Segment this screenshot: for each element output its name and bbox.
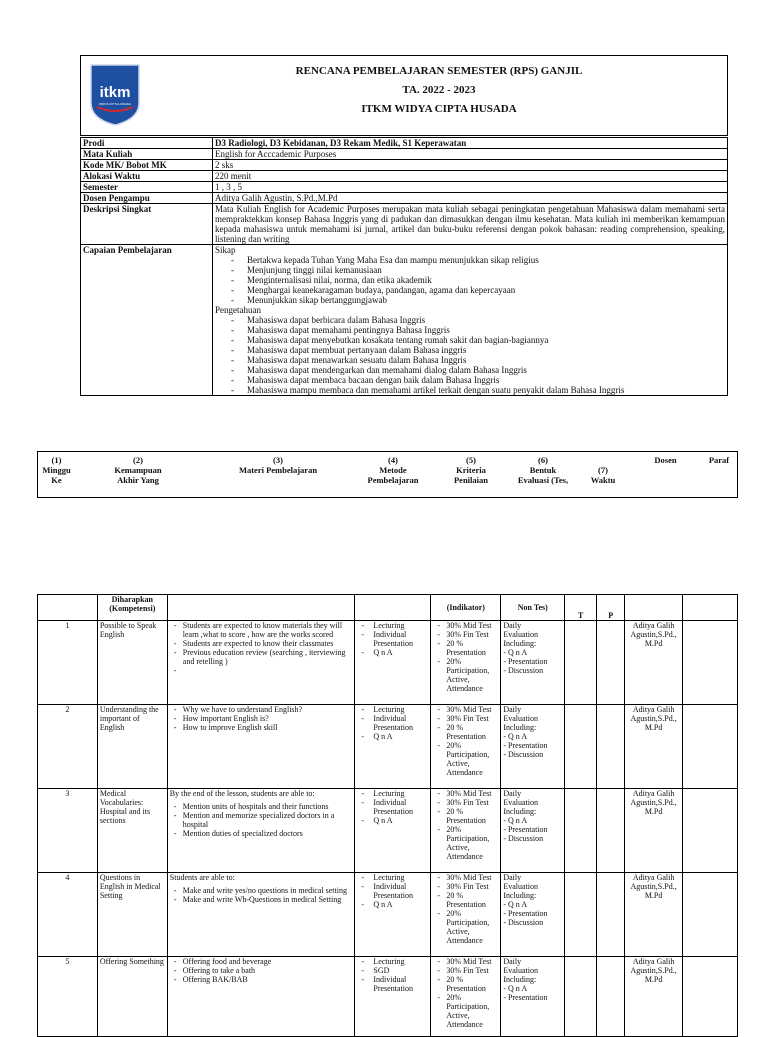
row-no: 5	[38, 957, 98, 1037]
evaluasi-line: Evaluation	[503, 966, 538, 975]
metode-item: - Q n A	[361, 648, 428, 657]
pengetahuan-item: - Mahasiswa dapat berbicara dalam Bahasa Inggris	[231, 315, 725, 325]
pengetahuan-item: - Mahasiswa dapat mendengarkan dan memahami dialog dalam Bahasa Inggris	[231, 365, 725, 375]
evaluasi-line: - Discussion	[503, 918, 544, 927]
pengetahuan-item: - Mahasiswa dapat menyebutkan kosakata tentang rumah sakit dan bagian-bagiannya	[231, 335, 725, 345]
row-dosen: Aditya Galih Agustin,S.Pd., M.Pd	[625, 789, 683, 873]
evaluasi-line: - Q n A	[503, 648, 528, 657]
value-alokasi: 220 menit	[213, 171, 728, 182]
value-kode: 2 sks	[213, 160, 728, 171]
kriteria-item: - 20% Participation, Active, Attendance	[437, 657, 498, 693]
header-dosen: Dosen	[654, 455, 677, 465]
value-mk: English for Acccademic Purposes	[213, 149, 728, 160]
row-kemampuan: Understanding the important of English	[97, 705, 167, 789]
evaluasi-line: - Presentation	[503, 909, 548, 918]
materi-item: - Make and write yes/no questions in medical setting	[174, 886, 353, 895]
row-kriteria	[431, 789, 501, 873]
materi-item: - Previous education review (searching , iterviewing and retelling )	[174, 648, 353, 666]
materi-item: - How to improve English skill	[174, 723, 353, 732]
row-dosen: Aditya Galih Agustin,S.Pd., M.Pd	[625, 873, 683, 957]
row-kriteria	[431, 705, 501, 789]
metode-item: - Individual Presentation	[361, 798, 428, 816]
table-row	[38, 957, 738, 1037]
row-metode	[355, 705, 431, 789]
header-materi: (3) Materi Pembelajaran	[238, 455, 318, 475]
schedule-table	[37, 594, 738, 1037]
row-evaluasi	[501, 789, 565, 873]
table-row	[38, 705, 738, 789]
evaluasi-line: - Discussion	[503, 750, 544, 759]
metode-item: - Individual Presentation	[361, 882, 428, 900]
evaluasi-line: - Q n A	[503, 732, 528, 741]
row-metode	[355, 957, 431, 1037]
table-header-row	[38, 595, 738, 621]
row-materi	[167, 705, 355, 789]
sikap-list	[215, 255, 725, 305]
row-kemampuan: Medical Vocabularies: Hospital and its sections	[97, 789, 167, 873]
kriteria-item: - 30% Fin Test	[437, 714, 498, 723]
evaluasi-line: - Presentation	[503, 657, 548, 666]
evaluasi-line: - Discussion	[503, 666, 544, 675]
evaluasi-line: Daily	[503, 957, 522, 966]
row-kemampuan: Possible to Speak English	[97, 621, 167, 705]
label-semester: Semester	[81, 182, 213, 193]
evaluasi-line: Evaluation	[503, 798, 538, 807]
evaluasi-line: - Q n A	[503, 816, 528, 825]
table-row	[38, 621, 738, 705]
evaluasi-line: - Presentation	[503, 741, 548, 750]
metode-item: - Lecturing	[361, 621, 428, 630]
row-metode	[355, 873, 431, 957]
pengetahuan-item: - Mahasiswa dapat membaca bacaan dengan baik dalam Bahasa Inggris	[231, 375, 725, 385]
evaluasi-line: Including:	[503, 807, 537, 816]
kriteria-item: - 20% Participation, Active, Attendance	[437, 909, 498, 945]
kriteria-item: - 20% Participation, Active, Attendance	[437, 741, 498, 777]
row-no: 3	[38, 789, 98, 873]
header-kriteria: (5) Kriteria Penilaian	[453, 455, 488, 485]
metode-item: - SGD	[361, 966, 428, 975]
kriteria-item: - 30% Fin Test	[437, 882, 498, 891]
metode-item: - Lecturing	[361, 789, 428, 798]
pengetahuan-list	[215, 315, 725, 395]
title-line-3: ITKM WIDYA CIPTA HUSADA	[361, 103, 517, 115]
kriteria-item: - 30% Fin Test	[437, 798, 498, 807]
sikap-item: - Menghargai keanekaragaman budaya, pandangan, agama dan kepercayaan	[231, 285, 725, 295]
info-row-semester	[81, 182, 728, 193]
materi-item: - Offering to take a bath	[174, 966, 353, 975]
row-dosen: Aditya Galih Agustin,S.Pd., M.Pd	[625, 705, 683, 789]
row-dosen: Aditya Galih Agustin,S.Pd., M.Pd	[625, 621, 683, 705]
evaluasi-line: Daily	[503, 789, 522, 798]
header-metode: (4) Metode Pembelajaran	[367, 455, 419, 485]
sikap-title: Sikap	[215, 245, 236, 255]
label-kode: Kode MK/ Bobot MK	[81, 160, 213, 171]
kriteria-item: - 20 % Presentation	[437, 723, 498, 741]
label-capaian: Capaian Pembelajaran	[81, 245, 213, 396]
value-deskripsi: Mata Kuliah English for Academic Purposes merupakan mata kuliah sebagai peningkatan pengetahuan Mahasiswa dalam memahami serta mempraktekkan konsep Bahasa Inggris yang di padukan dan dimasukkan dengan ilmu kesehatan. Mata kuliah ini memberikan kemampuan kepada mahasiswa untuk memahami isi jurnal, artikel dan buku-buku referensi dengan pokok bahasan: reading comprehension, speaking, listening dan writing	[213, 204, 728, 245]
sikap-item: - Menginternalisasi nilai, norma, dan etika akademik	[231, 275, 725, 285]
metode-item: - Individual Presentation	[361, 714, 428, 732]
materi-intro: Students are able to:	[169, 873, 235, 882]
evaluasi-line: - Discussion	[503, 834, 544, 843]
header-kemampuan: (2) Kemampuan Akhir Yang	[114, 455, 162, 485]
kriteria-item: - 20 % Presentation	[437, 807, 498, 825]
header-nontes: Non Tes)	[501, 595, 565, 621]
value-prodi: D3 Radiologi, D3 Kebidanan, D3 Rekam Medik, S1 Keperawatan	[213, 138, 728, 149]
evaluasi-line: - Q n A	[503, 984, 528, 993]
row-materi	[167, 957, 355, 1037]
row-evaluasi	[501, 705, 565, 789]
evaluasi-line: Daily	[503, 873, 522, 882]
header-kemampuan-cont: Diharapkan (Kompetensi)	[97, 595, 167, 621]
info-row-dosen	[81, 193, 728, 204]
evaluasi-line: - Q n A	[503, 900, 528, 909]
logo-text: itkm	[99, 84, 131, 101]
label-alokasi: Alokasi Waktu	[81, 171, 213, 182]
pengetahuan-item: - Mahasiswa dapat membuat pertanyaan dalam Bahasa inggris	[231, 345, 725, 355]
logo-subtext: WIDYA CIPTA HUSADA	[98, 102, 132, 106]
materi-item: - Offering food and beverage	[174, 957, 353, 966]
info-row-mk	[81, 149, 728, 160]
evaluasi-line: Including:	[503, 723, 537, 732]
materi-item: - Mention units of hospitals and their functions	[174, 802, 353, 811]
sikap-item: - Menunjukkan sikap bertanggungjawab	[231, 295, 725, 305]
row-kriteria	[431, 621, 501, 705]
metode-item: - Lecturing	[361, 957, 428, 966]
evaluasi-line: - Presentation	[503, 993, 548, 1002]
row-evaluasi	[501, 873, 565, 957]
pengetahuan-title: Pengetahuan	[215, 305, 261, 315]
header-evaluasi: (6) Bentuk Evaluasi (Tes,	[517, 455, 569, 485]
kriteria-item: - 30% Mid Test	[437, 957, 498, 966]
pengetahuan-item: - Mahasiswa mampu membaca dan memahami artikel terkait dengan suatu penyakit dalam Bahasa Inggris	[231, 385, 725, 395]
header-t: T	[565, 595, 597, 621]
info-row-capaian	[81, 245, 728, 396]
metode-item: - Lecturing	[361, 705, 428, 714]
evaluasi-line: Evaluation	[503, 714, 538, 723]
course-info-table	[80, 137, 728, 396]
label-mk: Mata Kuliah	[81, 149, 213, 160]
metode-item: - Q n A	[361, 816, 428, 825]
kriteria-item: - 20 % Presentation	[437, 639, 498, 657]
evaluasi-line: Evaluation	[503, 882, 538, 891]
title-line-1: RENCANA PEMBELAJARAN SEMESTER (RPS) GANJIL	[295, 65, 583, 77]
header-p: P	[597, 595, 625, 621]
evaluasi-line: Daily	[503, 621, 522, 630]
label-deskripsi: Deskripsi Singkat	[81, 204, 213, 245]
table-row	[38, 789, 738, 873]
materi-item: - How important English is?	[174, 714, 353, 723]
kriteria-item: - 30% Mid Test	[437, 789, 498, 798]
row-kemampuan: Offering Something	[97, 957, 167, 1037]
value-capaian	[213, 245, 728, 396]
row-materi	[167, 621, 355, 705]
header-minggu: (1) Minggu Ke	[42, 455, 71, 485]
evaluasi-line: Including:	[503, 639, 537, 648]
row-dosen: Aditya Galih Agustin,S.Pd., M.Pd	[625, 957, 683, 1037]
value-semester: 1 , 3 , 5	[213, 182, 728, 193]
metode-item: - Individual Presentation	[361, 630, 428, 648]
evaluasi-line: Daily	[503, 705, 522, 714]
row-metode	[355, 789, 431, 873]
info-row-deskripsi	[81, 204, 728, 245]
materi-item: - Students are expected to know their classmates	[174, 639, 353, 648]
sikap-item: - Bertakwa kepada Tuhan Yang Maha Esa dan mampu menunjukkan sikap religius	[231, 255, 725, 265]
row-no: 2	[38, 705, 98, 789]
info-row-kode	[81, 160, 728, 171]
value-dosen: Aditya Galih Agustin, S.Pd.,M.Pd	[213, 193, 728, 204]
evaluasi-line: Including:	[503, 975, 537, 984]
evaluasi-line: - Presentation	[503, 825, 548, 834]
evaluasi-line: Including:	[503, 891, 537, 900]
kriteria-item: - 30% Fin Test	[437, 966, 498, 975]
row-materi	[167, 873, 355, 957]
kriteria-item: - 30% Mid Test	[437, 873, 498, 882]
title-line-2: TA. 2022 - 2023	[402, 84, 476, 96]
materi-item: - Offering BAK/BAB	[174, 975, 353, 984]
sikap-item: - Menjunjung tinggi nilai kemanusiaan	[231, 265, 725, 275]
materi-item: - Why we have to understand English?	[174, 705, 353, 714]
schedule-table-header	[37, 451, 738, 498]
header-paraf: Paraf	[708, 455, 730, 465]
kriteria-item: - 20% Participation, Active, Attendance	[437, 825, 498, 861]
evaluasi-line: Evaluation	[503, 630, 538, 639]
materi-item: - Mention and memorize specialized doctors in a hospital	[174, 811, 353, 829]
materi-item: - Students are expected to know materials they will learn ,what to score , how are the works scored	[174, 621, 353, 639]
metode-item: - Q n A	[361, 900, 428, 909]
metode-item: - Lecturing	[361, 873, 428, 882]
info-row-alokasi	[81, 171, 728, 182]
row-kriteria	[431, 873, 501, 957]
pengetahuan-item: - Mahasiswa dapat menawarkan sesuatu dalam Bahasa Inggris	[231, 355, 725, 365]
label-prodi: Prodi	[81, 138, 213, 149]
materi-intro: By the end of the lesson, students are able to:	[169, 789, 315, 798]
kriteria-item: - 20 % Presentation	[437, 891, 498, 909]
row-kriteria	[431, 957, 501, 1037]
metode-item: - Q n A	[361, 732, 428, 741]
row-evaluasi	[501, 621, 565, 705]
rps-header	[80, 55, 728, 136]
itkm-logo	[89, 63, 141, 127]
row-materi	[167, 789, 355, 873]
header-indikator: (Indikator)	[431, 595, 501, 621]
materi-item: - Mention duties of specialized doctors	[174, 829, 353, 838]
row-kemampuan: Questions in English in Medical Setting	[97, 873, 167, 957]
row-no: 1	[38, 621, 98, 705]
materi-item: - Make and write Wh-Questions in medical Setting	[174, 895, 353, 904]
kriteria-item: - 20 % Presentation	[437, 975, 498, 993]
info-row-prodi	[81, 138, 728, 149]
kriteria-item: - 20% Participation, Active, Attendance	[437, 993, 498, 1029]
row-evaluasi	[501, 957, 565, 1037]
header-titles	[161, 62, 717, 119]
kriteria-item: - 30% Mid Test	[437, 705, 498, 714]
row-metode	[355, 621, 431, 705]
label-dosen: Dosen Pengampu	[81, 193, 213, 204]
kriteria-item: - 30% Fin Test	[437, 630, 498, 639]
metode-item: - Individual Presentation	[361, 975, 428, 993]
header-waktu: (7) Waktu	[590, 465, 616, 485]
table-row	[38, 873, 738, 957]
pengetahuan-item: - Mahasiswa dapat memahami pentingnya Bahasa Inggris	[231, 325, 725, 335]
row-no: 4	[38, 873, 98, 957]
kriteria-item: - 30% Mid Test	[437, 621, 498, 630]
